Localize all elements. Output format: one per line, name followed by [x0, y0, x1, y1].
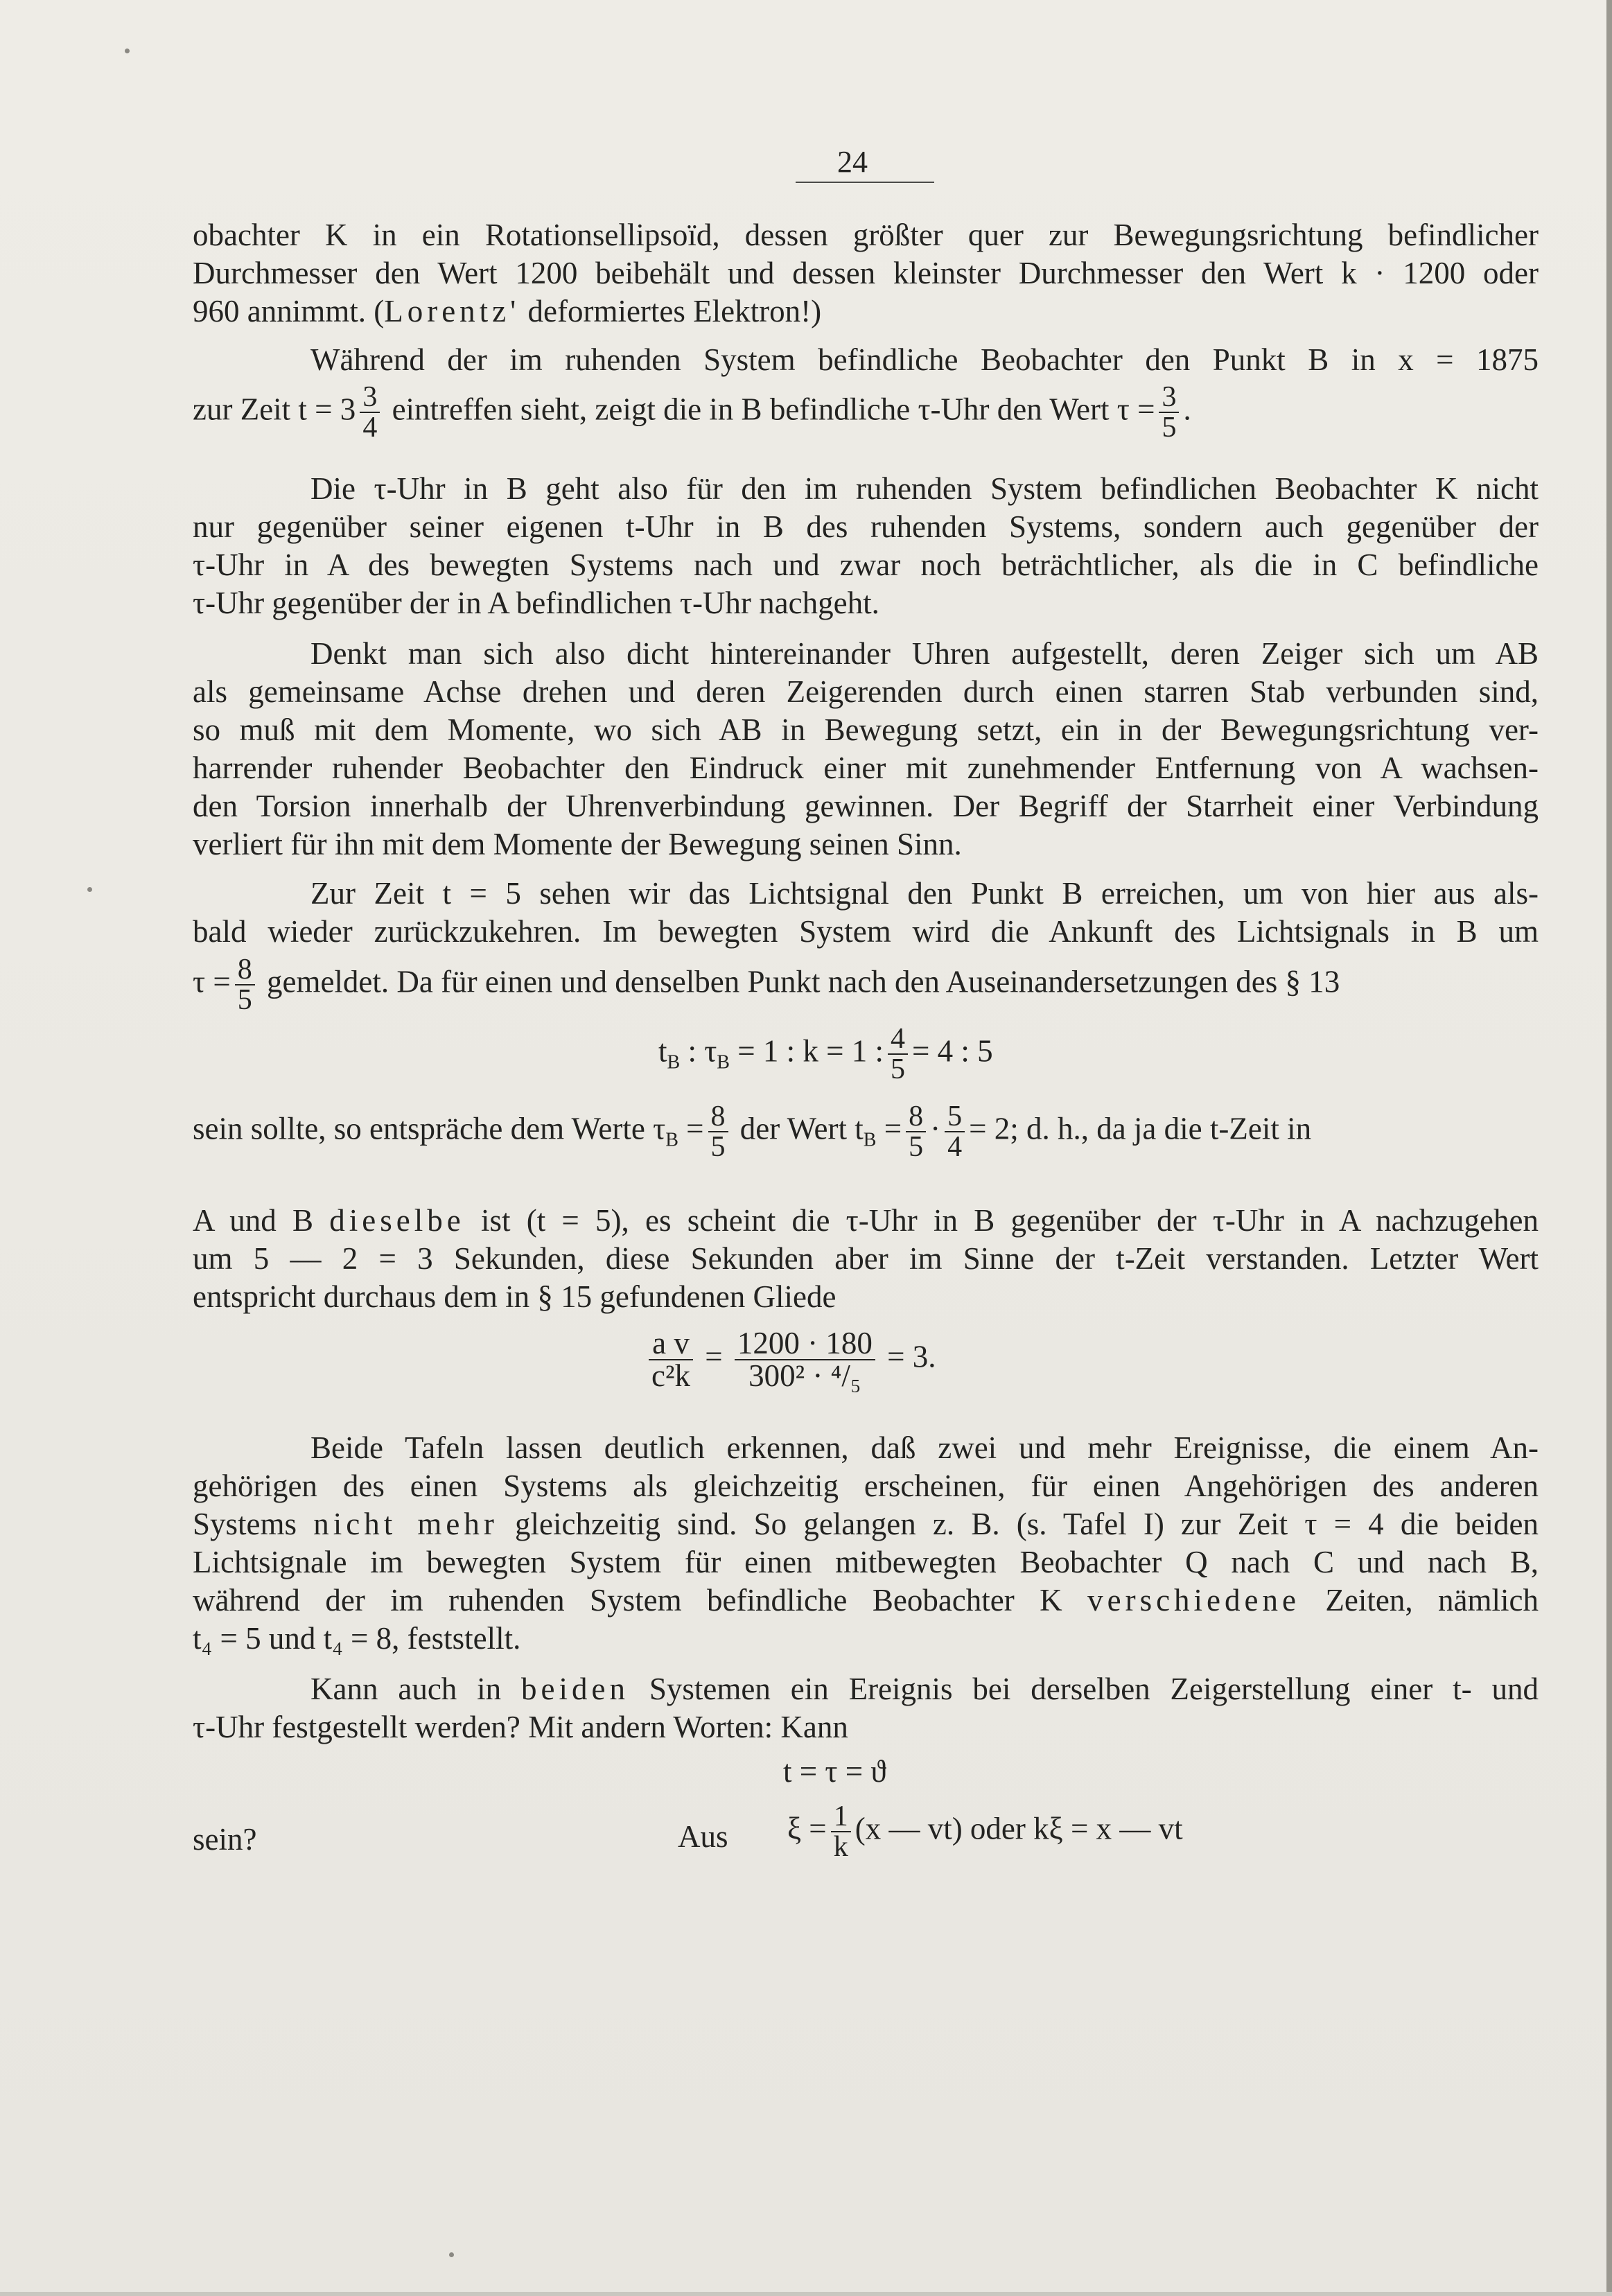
- header-rule: [796, 182, 934, 183]
- text-line: Beide Tafeln lassen deutlich erkennen, daß zwei und mehr Ereignisse, die einem An-: [310, 1430, 1539, 1465]
- text-line: τ-Uhr in A des bewegten Systems nach und zwar noch beträchtlicher, als die in C befindliche: [193, 547, 1539, 582]
- text-line: als gemeinsame Achse drehen und deren Zeigerenden durch einen starren Stab verbunden sind,: [193, 674, 1539, 709]
- paragraph-8: [193, 1670, 1539, 1746]
- text-line: gehörigen des einen Systems als gleichzeitig erscheinen, für einen Angehörigen des anderen: [193, 1469, 1539, 1503]
- text-line: verliert für ihn mit dem Momente der Bewegung seinen Sinn.: [193, 827, 962, 861]
- text-line: nur gegenüber seiner eigenen t-Uhr in B des ruhenden Systems, sondern auch gegenüber der: [193, 509, 1539, 544]
- text-line: 960 annimmt. (Lorentz' deformiertes Elektron!): [193, 294, 822, 328]
- text-line: um 5 — 2 = 3 Sekunden, diese Sekunden aber im Sinne der t-Zeit verstanden. Letzter Wert: [193, 1241, 1539, 1276]
- equation-ratio: $t_B$ : $\tau_B = 1$ : k = 1 : $\frac{4}{5}$ = 4 : 5: [658, 1023, 993, 1085]
- paragraph-2: [193, 341, 1539, 379]
- spaced-word: nicht mehr: [313, 1507, 498, 1541]
- word-sein: sein?: [193, 1822, 257, 1857]
- text-line: den Torsion innerhalb der Uhrenverbindung gewinnen. Der Begriff der Starrheit einer Verbindung: [193, 789, 1539, 823]
- fraction: $\frac{1200 \cdot 180}{\text{300² · ⁴/₅}}$: [735, 1328, 875, 1392]
- text-line: Kann auch in beiden Systemen ein Ereignis bei derselben Zeigerstellung einer t- und: [310, 1672, 1539, 1706]
- fraction: $\frac{8}{5}$: [708, 1102, 728, 1162]
- equation-term: $\frac{\text{a v}}{\text{c²k}}$ = $\frac{1200 \cdot 180}{\text{300² · ⁴/₅}}$ = 3.: [645, 1328, 936, 1392]
- spaced-word: dieselbe: [329, 1203, 465, 1238]
- text-line: harrender ruhender Beobachter den Eindruck einer mit zunehmender Entfernung von A wachsen-: [193, 751, 1539, 785]
- fraction: $\frac{3}{5}$: [1159, 383, 1179, 442]
- text-line: während der im ruhenden System befindliche Beobachter K verschiedene Zeiten, nämlich: [193, 1583, 1539, 1618]
- fraction: $\frac{1}{k}$: [831, 1802, 851, 1861]
- paragraph-3: [193, 470, 1539, 622]
- text-line-with-fractions: zur Zeit t = 3 $\frac{3}{4}$ eintreffen sieht, zeigt die in B befindliche τ-Uhr den Wert τ = $\frac{3}{5}$ .: [193, 381, 1191, 444]
- scan-speck: [125, 49, 130, 53]
- fraction: $\frac{5}{4}$: [945, 1102, 965, 1162]
- fraction: $\frac{4}{5}$: [888, 1024, 908, 1084]
- fraction: $\frac{8}{5}$: [235, 955, 255, 1015]
- page-number: 24: [837, 145, 868, 179]
- paragraph-7: [193, 1429, 1539, 1658]
- text-line: Während der im ruhenden System befindliche Beobachter den Punkt B in x = 1875: [310, 342, 1539, 377]
- text-line: τ-Uhr festgestellt werden? Mit andern Worten: Kann: [193, 1710, 848, 1744]
- text-line: obachter K in ein Rotationsellipsoïd, dessen größter quer zur Bewegungsrichtung befindlicher: [193, 218, 1539, 252]
- spaced-name: Lorentz': [384, 294, 520, 328]
- fraction: $\frac{3}{4}$: [360, 383, 380, 442]
- page-edge-bottom: [0, 2292, 1612, 2296]
- page-edge-right: [1606, 0, 1612, 2296]
- paragraph-4: [193, 635, 1539, 864]
- scan-speck: [87, 887, 92, 892]
- text-line: Zur Zeit t = 5 sehen wir das Lichtsignal den Punkt B erreichen, um von hier aus als-: [310, 876, 1539, 911]
- text-line: Systems nicht mehr gleichzeitig sind. So gelangen z. B. (s. Tafel I) zur Zeit τ = 4 die beiden: [193, 1507, 1539, 1541]
- text-line: Denkt man sich also dicht hintereinander Uhren aufgestellt, deren Zeiger sich um AB: [310, 636, 1539, 671]
- paragraph-6: [193, 1202, 1539, 1316]
- word-aus: Aus: [678, 1819, 728, 1854]
- equation-xi: ξ = $\frac{1}{k}$ (x — vt) oder kξ = x — vt: [787, 1800, 1183, 1863]
- text-line: Die τ-Uhr in B geht also für den im ruhenden System befindlichen Beobachter K nicht: [310, 471, 1539, 506]
- text-line-with-fraction: τ = $\frac{8}{5}$ gemeldet. Da für einen und denselben Punkt nach den Auseinandersetzungen des § 13: [193, 954, 1340, 1016]
- fraction: $\frac{8}{5}$: [906, 1102, 926, 1162]
- text-line: so muß mit dem Momente, wo sich AB in Bewegung setzt, ein in der Bewegungsrichtung ver-: [193, 712, 1539, 747]
- text-line: t₄ = 5 und t₄ = 8, feststellt.: [193, 1621, 521, 1656]
- text-line: entspricht durchaus dem in § 15 gefundenen Gliede: [193, 1279, 836, 1314]
- text-line: A und B dieselbe ist (t = 5), es scheint die τ-Uhr in B gegenüber der τ-Uhr in A nachzugehen: [193, 1203, 1539, 1238]
- spaced-word: beiden: [521, 1672, 629, 1706]
- paragraph-5: [193, 875, 1539, 951]
- paragraph-1: [193, 216, 1539, 331]
- spaced-word: verschiedene: [1087, 1583, 1300, 1618]
- equation-equal-times: t = τ = ϑ: [783, 1754, 886, 1789]
- text-line-with-fractions: sein sollte, so entspräche dem Werte $\tau_B$ = $\frac{8}{5}$ der Wert $t_B$ = $\frac{8}{5}$ · $\frac{5}{4}$ = 2; d. h., da ja die t-Zeit in: [193, 1101, 1312, 1163]
- text-line: Lichtsignale im bewegten System für einen mitbewegten Beobachter Q nach C und nach B,: [193, 1545, 1539, 1579]
- text-line: bald wieder zurückzukehren. Im bewegten System wird die Ankunft des Lichtsignals in B um: [193, 914, 1539, 949]
- fraction: $\frac{\text{a v}}{\text{c²k}}$: [649, 1328, 693, 1392]
- scan-speck: [449, 2252, 454, 2257]
- text-line: Durchmesser den Wert 1200 beibehält und dessen kleinster Durchmesser den Wert k · 1200 oder: [193, 256, 1539, 290]
- text-line: τ-Uhr gegenüber der in A befindlichen τ-Uhr nachgeht.: [193, 586, 879, 620]
